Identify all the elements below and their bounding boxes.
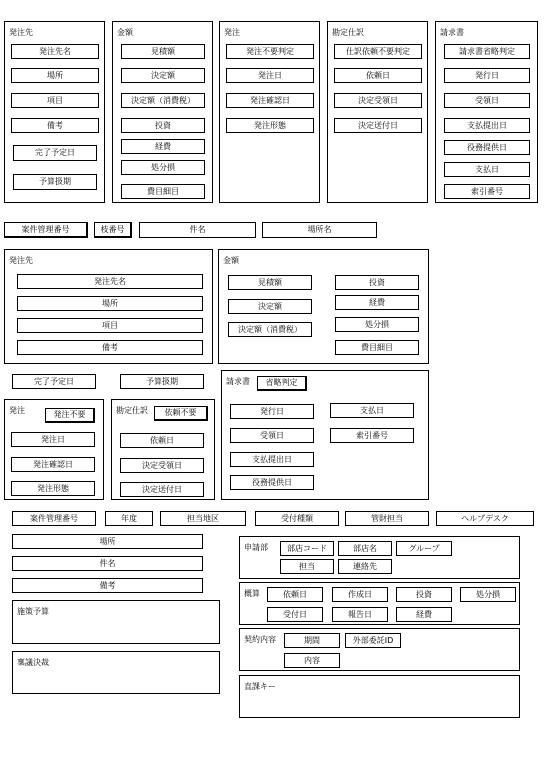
group-title: 直課キー	[244, 682, 276, 691]
field-decided-amount[interactable]: 決定額	[121, 68, 205, 83]
group-title: 契約内容	[244, 635, 276, 644]
group-title: 勘定仕訳	[332, 28, 364, 37]
field-expense[interactable]: 経費	[121, 139, 205, 154]
mid-group-kanjou	[111, 399, 215, 500]
group-title: 発注先	[9, 28, 33, 37]
field-request-date[interactable]: 依頼日	[120, 433, 204, 448]
field-manager[interactable]: 管財担当	[345, 511, 429, 526]
field-report-date[interactable]: 報告日	[332, 607, 388, 622]
field-branch-number[interactable]: 枝番号	[94, 222, 132, 238]
field-order-date[interactable]: 発注日	[11, 432, 95, 447]
field-expense-item[interactable]: 費目細目	[335, 340, 419, 355]
field-order-unneeded[interactable]: 発注不要	[45, 408, 95, 423]
field-payment-date[interactable]: 支払日	[444, 162, 530, 177]
field-order-confirm-date[interactable]: 発注確認日	[226, 93, 314, 108]
field-payment-submit[interactable]: 支払提出日	[444, 118, 530, 133]
field-disposal-loss[interactable]: 処分損	[121, 160, 205, 175]
group-title: 請求書	[440, 28, 464, 37]
field-service-date[interactable]: 役務提供日	[230, 475, 314, 490]
field-decided-amount[interactable]: 決定額	[228, 299, 312, 314]
top-group-hacchu	[219, 21, 320, 203]
field-subject[interactable]: 件名	[139, 222, 256, 238]
field-budget-period[interactable]: 予算扱期	[13, 174, 97, 190]
field-payment-date[interactable]: 支払日	[330, 403, 414, 418]
group-direct-key	[239, 675, 520, 718]
top-group-kingaku	[112, 21, 213, 203]
top-group-seikyusho	[435, 21, 538, 203]
field-request-date[interactable]: 依頼日	[267, 587, 323, 602]
field-investment[interactable]: 投資	[396, 587, 452, 602]
field-estimate[interactable]: 見積額	[228, 275, 312, 290]
group-title: 施策予算	[17, 607, 49, 616]
field-decision-sent[interactable]: 決定送付日	[334, 118, 422, 133]
field-completion-date[interactable]: 完了予定日	[12, 374, 96, 389]
field-group[interactable]: グループ	[396, 541, 452, 556]
field-location[interactable]: 場所	[12, 534, 203, 549]
field-subject[interactable]: 件名	[12, 556, 203, 571]
field-service-date[interactable]: 役務提供日	[444, 140, 530, 155]
field-place-name[interactable]: 場所名	[262, 222, 377, 238]
field-item[interactable]: 項目	[17, 318, 203, 333]
field-received-date[interactable]: 受領日	[444, 93, 530, 108]
top-group-hacchusaki	[4, 21, 105, 203]
group-title: 発注	[9, 406, 25, 415]
field-location[interactable]: 場所	[17, 296, 203, 311]
field-branch-name[interactable]: 部店名	[338, 541, 392, 556]
field-completion-date[interactable]: 完了予定日	[13, 145, 97, 161]
field-notes[interactable]: 備考	[11, 118, 99, 133]
field-investment[interactable]: 投資	[335, 275, 419, 290]
field-hacchusaki-name[interactable]: 発注先名	[11, 44, 99, 59]
field-location[interactable]: 場所	[11, 68, 99, 83]
field-decision-received[interactable]: 決定受領日	[120, 458, 204, 473]
field-helpdesk[interactable]: ヘルプデスク	[436, 511, 534, 526]
group-title: 発注	[224, 28, 240, 37]
field-payment-submit[interactable]: 支払提出日	[230, 452, 314, 467]
field-issue-date[interactable]: 発行日	[444, 68, 530, 83]
field-disposal-loss[interactable]: 処分損	[460, 587, 516, 602]
field-order-date[interactable]: 発注日	[226, 68, 314, 83]
group-title: 勘定仕訳	[116, 406, 148, 415]
field-expense[interactable]: 経費	[335, 295, 419, 310]
field-received-date[interactable]: 受領日	[230, 428, 314, 443]
field-decided-amount-tax[interactable]: 決定額（消費税）	[228, 322, 312, 337]
field-fiscal-year[interactable]: 年度	[105, 511, 153, 526]
field-decision-sent[interactable]: 決定送付日	[120, 482, 204, 497]
group-title: 申請部	[244, 543, 268, 552]
field-hacchusaki-name[interactable]: 発注先名	[17, 274, 203, 289]
mid-group-seikyusho	[221, 370, 429, 500]
field-index-number[interactable]: 索引番号	[330, 428, 414, 443]
mid-group-hacchusaki	[4, 249, 213, 364]
field-case-number[interactable]: 案件管理番号	[4, 222, 88, 238]
field-period[interactable]: 期間	[284, 633, 340, 648]
field-case-number[interactable]: 案件管理番号	[12, 511, 96, 526]
field-person-in-charge[interactable]: 担当	[280, 559, 334, 574]
field-budget-period[interactable]: 予算扱期	[120, 374, 204, 389]
field-estimate[interactable]: 見積額	[121, 44, 205, 59]
field-order-form[interactable]: 発注形態	[11, 481, 95, 496]
field-received-date[interactable]: 受付日	[267, 607, 323, 622]
field-request-unneeded[interactable]: 依頼不要	[154, 406, 208, 421]
mid-group-kingaku	[218, 249, 429, 364]
field-index-number[interactable]: 索引番号	[444, 184, 530, 199]
group-title: 請求書	[226, 377, 250, 386]
field-order-confirm-date[interactable]: 発注確認日	[11, 457, 95, 472]
field-notes[interactable]: 備考	[17, 340, 203, 355]
field-omit-check[interactable]: 省略判定	[257, 376, 307, 391]
field-journal-unneeded[interactable]: 仕訳依頼不要判定	[334, 44, 422, 59]
field-branch-code[interactable]: 部店コード	[280, 541, 334, 556]
group-contract	[239, 628, 520, 671]
group-title: 金額	[117, 28, 133, 37]
field-created-date[interactable]: 作成日	[332, 587, 388, 602]
group-approval	[12, 651, 220, 694]
field-investment[interactable]: 投資	[121, 118, 205, 133]
group-estimate	[239, 582, 520, 625]
group-title: 稟議決裁	[17, 658, 49, 667]
top-group-kanjou	[327, 21, 428, 203]
field-order-unneeded[interactable]: 発注不要判定	[226, 44, 314, 59]
field-outsourcing-id[interactable]: 外部委託ID	[345, 633, 401, 648]
field-invoice-omit[interactable]: 請求書省略判定	[444, 44, 530, 59]
field-item[interactable]: 項目	[11, 93, 99, 108]
field-disposal-loss[interactable]: 処分損	[335, 317, 419, 332]
mid-group-hacchu	[4, 399, 104, 500]
field-issue-date[interactable]: 発行日	[230, 404, 314, 419]
field-decision-received[interactable]: 決定受領日	[334, 93, 422, 108]
field-area[interactable]: 担当地区	[160, 511, 246, 526]
group-title: 金額	[223, 256, 239, 265]
field-order-form[interactable]: 発注形態	[226, 118, 314, 133]
group-title: 発注先	[9, 256, 33, 265]
field-contact[interactable]: 連絡先	[338, 559, 392, 574]
group-applicant-dept	[239, 536, 520, 579]
field-request-date[interactable]: 依頼日	[334, 68, 422, 83]
field-expense[interactable]: 経費	[396, 607, 452, 622]
group-title: 概算	[244, 589, 260, 598]
field-notes[interactable]: 備考	[12, 578, 203, 593]
field-expense-item[interactable]: 費目細目	[121, 184, 205, 199]
field-reception-type[interactable]: 受付種類	[255, 511, 339, 526]
field-content[interactable]: 内容	[284, 653, 340, 668]
group-policy-budget	[12, 600, 220, 644]
field-decided-amount-tax[interactable]: 決定額（消費税）	[121, 93, 205, 108]
